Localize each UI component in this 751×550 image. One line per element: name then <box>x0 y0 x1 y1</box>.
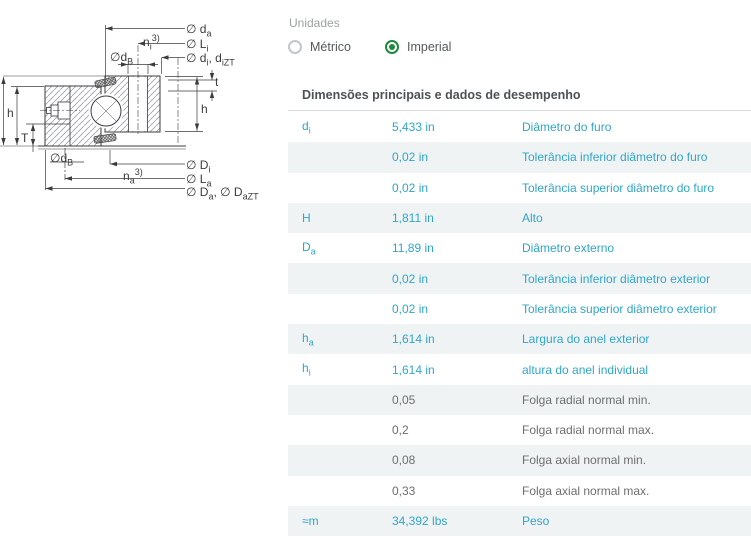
radio-metric-label: Métrico <box>310 40 351 54</box>
value-cell: 0,02 in <box>392 150 429 165</box>
description-cell: Alto <box>522 211 543 226</box>
label-step-height: T <box>21 131 29 145</box>
radio-option-metric[interactable] <box>288 40 351 54</box>
value-cell: 1,811 in <box>392 211 434 226</box>
value-cell: 0,08 <box>392 453 416 468</box>
dimensions-table <box>288 112 751 536</box>
label-number-holes-inner: $n_i^{3)}$ <box>143 33 160 52</box>
value-cell: 0,05 <box>392 392 416 407</box>
table-header-divider <box>288 110 751 111</box>
units-section-label: Unidades <box>289 16 340 30</box>
description-cell: Tolerância inferior diâmetro exterior <box>522 271 711 286</box>
value-cell: 0,02 in <box>392 301 429 316</box>
value-cell: 0,02 in <box>392 180 429 195</box>
description-cell: Tolerância inferior diâmetro do furo <box>522 150 708 165</box>
label-number-holes-outer: $n_a^{3)}$ <box>123 167 143 186</box>
label-ring-height-left: h <box>7 106 14 120</box>
value-cell: 34,392 lbs <box>392 514 448 528</box>
description-cell: Tolerância superior diâmetro exterior <box>522 301 717 316</box>
symbol-cell: $h_a$ <box>302 331 314 348</box>
table-row <box>288 173 751 203</box>
table-row <box>288 354 751 384</box>
label-outer-diameter: ∅ $D_a$, ∅ $D_{aZT}$ <box>186 185 259 202</box>
label-inner-diameter-outer-ring: ∅ $D_i$ <box>186 158 211 175</box>
table-row <box>288 142 751 172</box>
description-cell: Peso <box>522 514 550 528</box>
bearing-ball-icon <box>89 94 124 129</box>
label-ring-height-right: h <box>201 102 208 116</box>
table-row <box>288 233 751 263</box>
radio-imperial-icon[interactable] <box>385 40 399 54</box>
table-row <box>288 415 751 445</box>
value-cell: 1,614 in <box>392 362 435 377</box>
description-cell: Folga radial normal min. <box>522 392 651 407</box>
value-cell: 1,614 in <box>392 332 435 347</box>
radio-option-imperial[interactable] <box>385 40 451 54</box>
bearing-cross-section-diagram <box>0 0 285 212</box>
table-row <box>288 324 751 354</box>
value-cell: 5,433 in <box>392 120 435 135</box>
description-cell: Tolerância superior diâmetro do furo <box>522 180 715 195</box>
table-row <box>288 263 751 293</box>
table-row <box>288 445 751 475</box>
label-bore-diameter: ∅ $d_i$, $d_{iZT}$ <box>186 51 235 68</box>
value-cell: 0,02 in <box>392 271 429 286</box>
description-cell: Diâmetro do furo <box>522 120 612 135</box>
description-cell: altura do anel individual <box>522 362 649 377</box>
description-cell: Folga axial normal min. <box>522 453 647 468</box>
radio-imperial-label: Imperial <box>406 40 452 54</box>
symbol-cell: $d_i$ <box>302 118 311 136</box>
table-row <box>288 294 751 324</box>
table-title: Dimensões principais e dados de desempenho <box>302 88 581 102</box>
value-cell: 11,89 in <box>392 241 434 256</box>
description-cell: Folga radial normal max. <box>522 423 655 438</box>
label-outer-diameter-inner-ring: ∅ $d_a$ <box>186 22 212 39</box>
symbol-cell: $h_i$ <box>302 361 311 378</box>
radio-metric-icon[interactable] <box>288 40 302 54</box>
label-bolt-hole-top: $\emptyset d_B$ <box>110 50 134 67</box>
table-row <box>288 476 751 506</box>
table-row <box>288 112 751 142</box>
label-bolt-circle-inner: ∅ $L_i$ <box>186 37 209 54</box>
label-bolt-circle-outer: ∅ $L_a$ <box>186 172 212 189</box>
label-bolt-hole-bottom: $\emptyset d_B$ <box>50 151 74 168</box>
table-row <box>288 203 751 233</box>
table-row <box>288 506 751 536</box>
table-row <box>288 385 751 415</box>
label-tooth-height: t <box>215 75 219 89</box>
units-radio-group <box>288 40 451 54</box>
description-cell: Largura do anel exterior <box>522 332 650 347</box>
description-cell: Folga axial normal max. <box>522 483 650 498</box>
description-cell: Diâmetro externo <box>522 241 615 256</box>
value-cell: 0,33 <box>392 483 416 498</box>
symbol-cell: $D_a$ <box>302 240 316 257</box>
value-cell: 0,2 <box>392 423 409 438</box>
symbol-cell: H <box>302 211 311 226</box>
symbol-cell: ≈m <box>302 514 319 528</box>
